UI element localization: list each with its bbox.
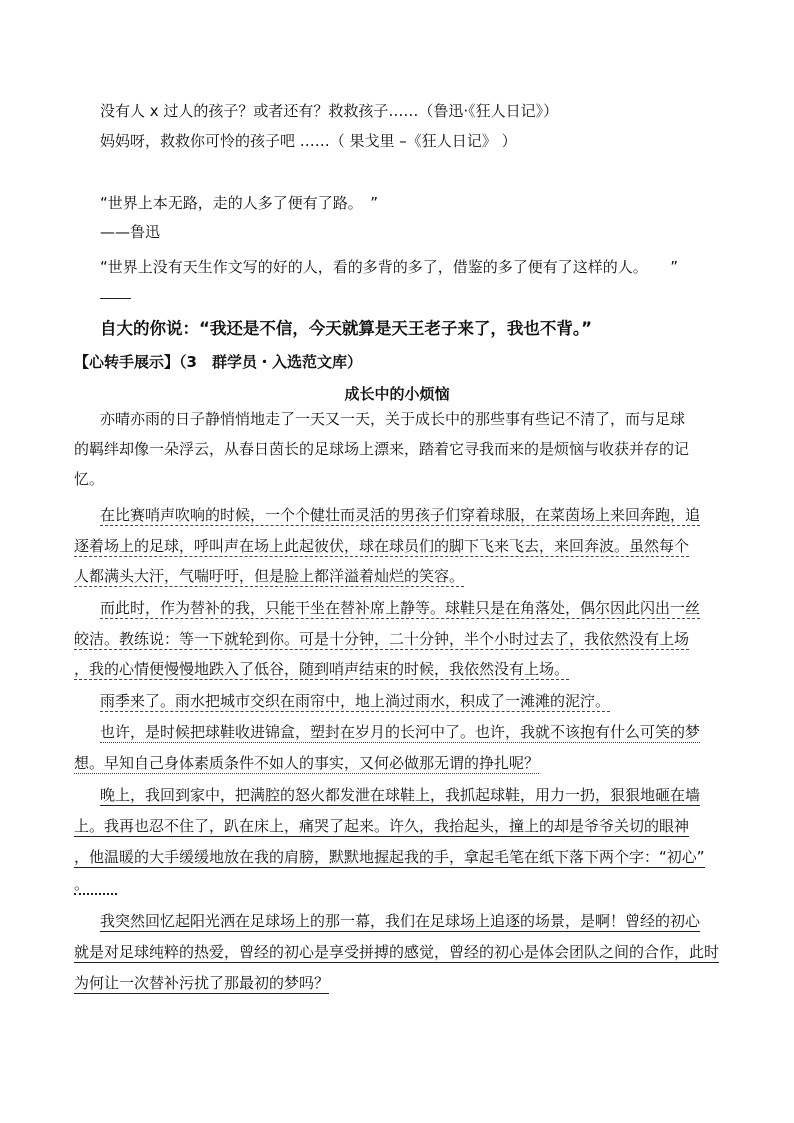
arrogant-statement: 自大的你说：“我还是不信，今天就算是天王老子来了，我也不背。”	[100, 319, 592, 338]
quote-writing-dash	[100, 298, 131, 299]
quote-road: “世界上本无路，走的人多了便有了路。 ”	[100, 194, 379, 212]
essay-p2-line: 在比赛哨声吹响的时候，一个个健壮而灵活的男孩子们穿着球服，在菜茵场上来回奔跑，追	[100, 506, 701, 524]
essay-title: 成长中的小烦恼	[344, 385, 450, 403]
essay-p3-line: ，我的心情便慢慢地跌入了低谷，随到哨声结束的时候，我依然没有上场。	[74, 660, 570, 678]
essay-p3-line: 皎洁。教练说：等一下就轮到你。可是十分钟，二十分钟，半个小时过去了，我依然没有上场	[74, 630, 690, 648]
quote-road-author: ——鲁迅	[100, 223, 161, 241]
essay-p6-line: 晚上，我回到家中，把满腔的怒火都发泄在球鞋上，我抓起球鞋，用力一扔，狠狠地砸在墙	[100, 786, 701, 804]
essay-p2-line: 人都满头大汗，气喘吁吁，但是脸上都洋溢着灿烂的笑容。	[74, 567, 465, 585]
quote-writing: “世界上没有天生作文写的好的人，看的多背的多了，借鉴的多了便有了这样的人。 ”	[100, 258, 679, 276]
essay-p6-line: ，他温暖的大手缓缓地放在我的肩膀，默默地握起我的手，拿起毛笔在纸下落下两个字：“初心”	[74, 848, 705, 866]
essay-p6-line: 上。我再也忍不住了，趴在床上，痛哭了起来。许久，我抬起头，撞上的却是爷爷关切的眼神	[74, 817, 690, 835]
essay-p7-line: 就是对足球纯粹的热爱，曾经的初心是享受拼搏的感觉，曾经的初心是体会团队之间的合作，此时	[74, 943, 720, 961]
showcase-label: 【心转手展示】（3 群学员・入选范文库）	[74, 353, 362, 371]
quote-line-2: 妈妈呀，救救你可怜的孩子吧 ……（ 果戈里 –《狂人日记》 ）	[100, 132, 517, 150]
essay-p6-line: 。	[74, 873, 117, 895]
essay-p3-line: 而此时，作为替补的我，只能干坐在替补席上静等。球鞋只是在角落处，偶尔因此闪出一丝	[100, 599, 701, 617]
essay-p5-line: 也许，是时候把球鞋收进锦盒，塑封在岁月的长河中了。也许，我就不该抱有什么可笑的梦	[100, 723, 701, 741]
essay-p1-line: 亦晴亦雨的日子静悄悄地走了一天又一天，关于成长中的那些事有些记不清了，而与足球	[100, 410, 686, 428]
essay-p4-line: 雨季来了。雨水把城市交织在雨帘中，地上淌过雨水，积成了一滩滩的泥泞。	[100, 692, 611, 710]
essay-p1-line: 忆。	[74, 470, 105, 488]
essay-p7-line: 我突然回忆起阳光洒在足球场上的那一幕，我们在足球场上追逐的场景，是啊！曾经的初心	[100, 912, 701, 930]
essay-p2-line: 逐着场上的足球，呼叫声在场上此起彼伏，球在球员们的脚下飞来飞去，来回奔波。虽然每个	[74, 537, 690, 555]
essay-p1-line: 的羁绊却像一朵浮云，从春日茵长的足球场上漂来，踏着它寻我而来的是烦恼与收获并存的记	[74, 440, 690, 458]
quote-line-1: 没有人 x 过人的孩子？或者还有？救救孩子……（鲁迅·《狂人日记》）	[100, 102, 559, 120]
essay-p5-line: 想。早知自己身体素质条件不如人的事实，又何必做那无谓的挣扎呢？	[74, 754, 540, 772]
essay-p7-line: 为何让一次替补污扰了那最初的梦吗？	[74, 974, 330, 992]
